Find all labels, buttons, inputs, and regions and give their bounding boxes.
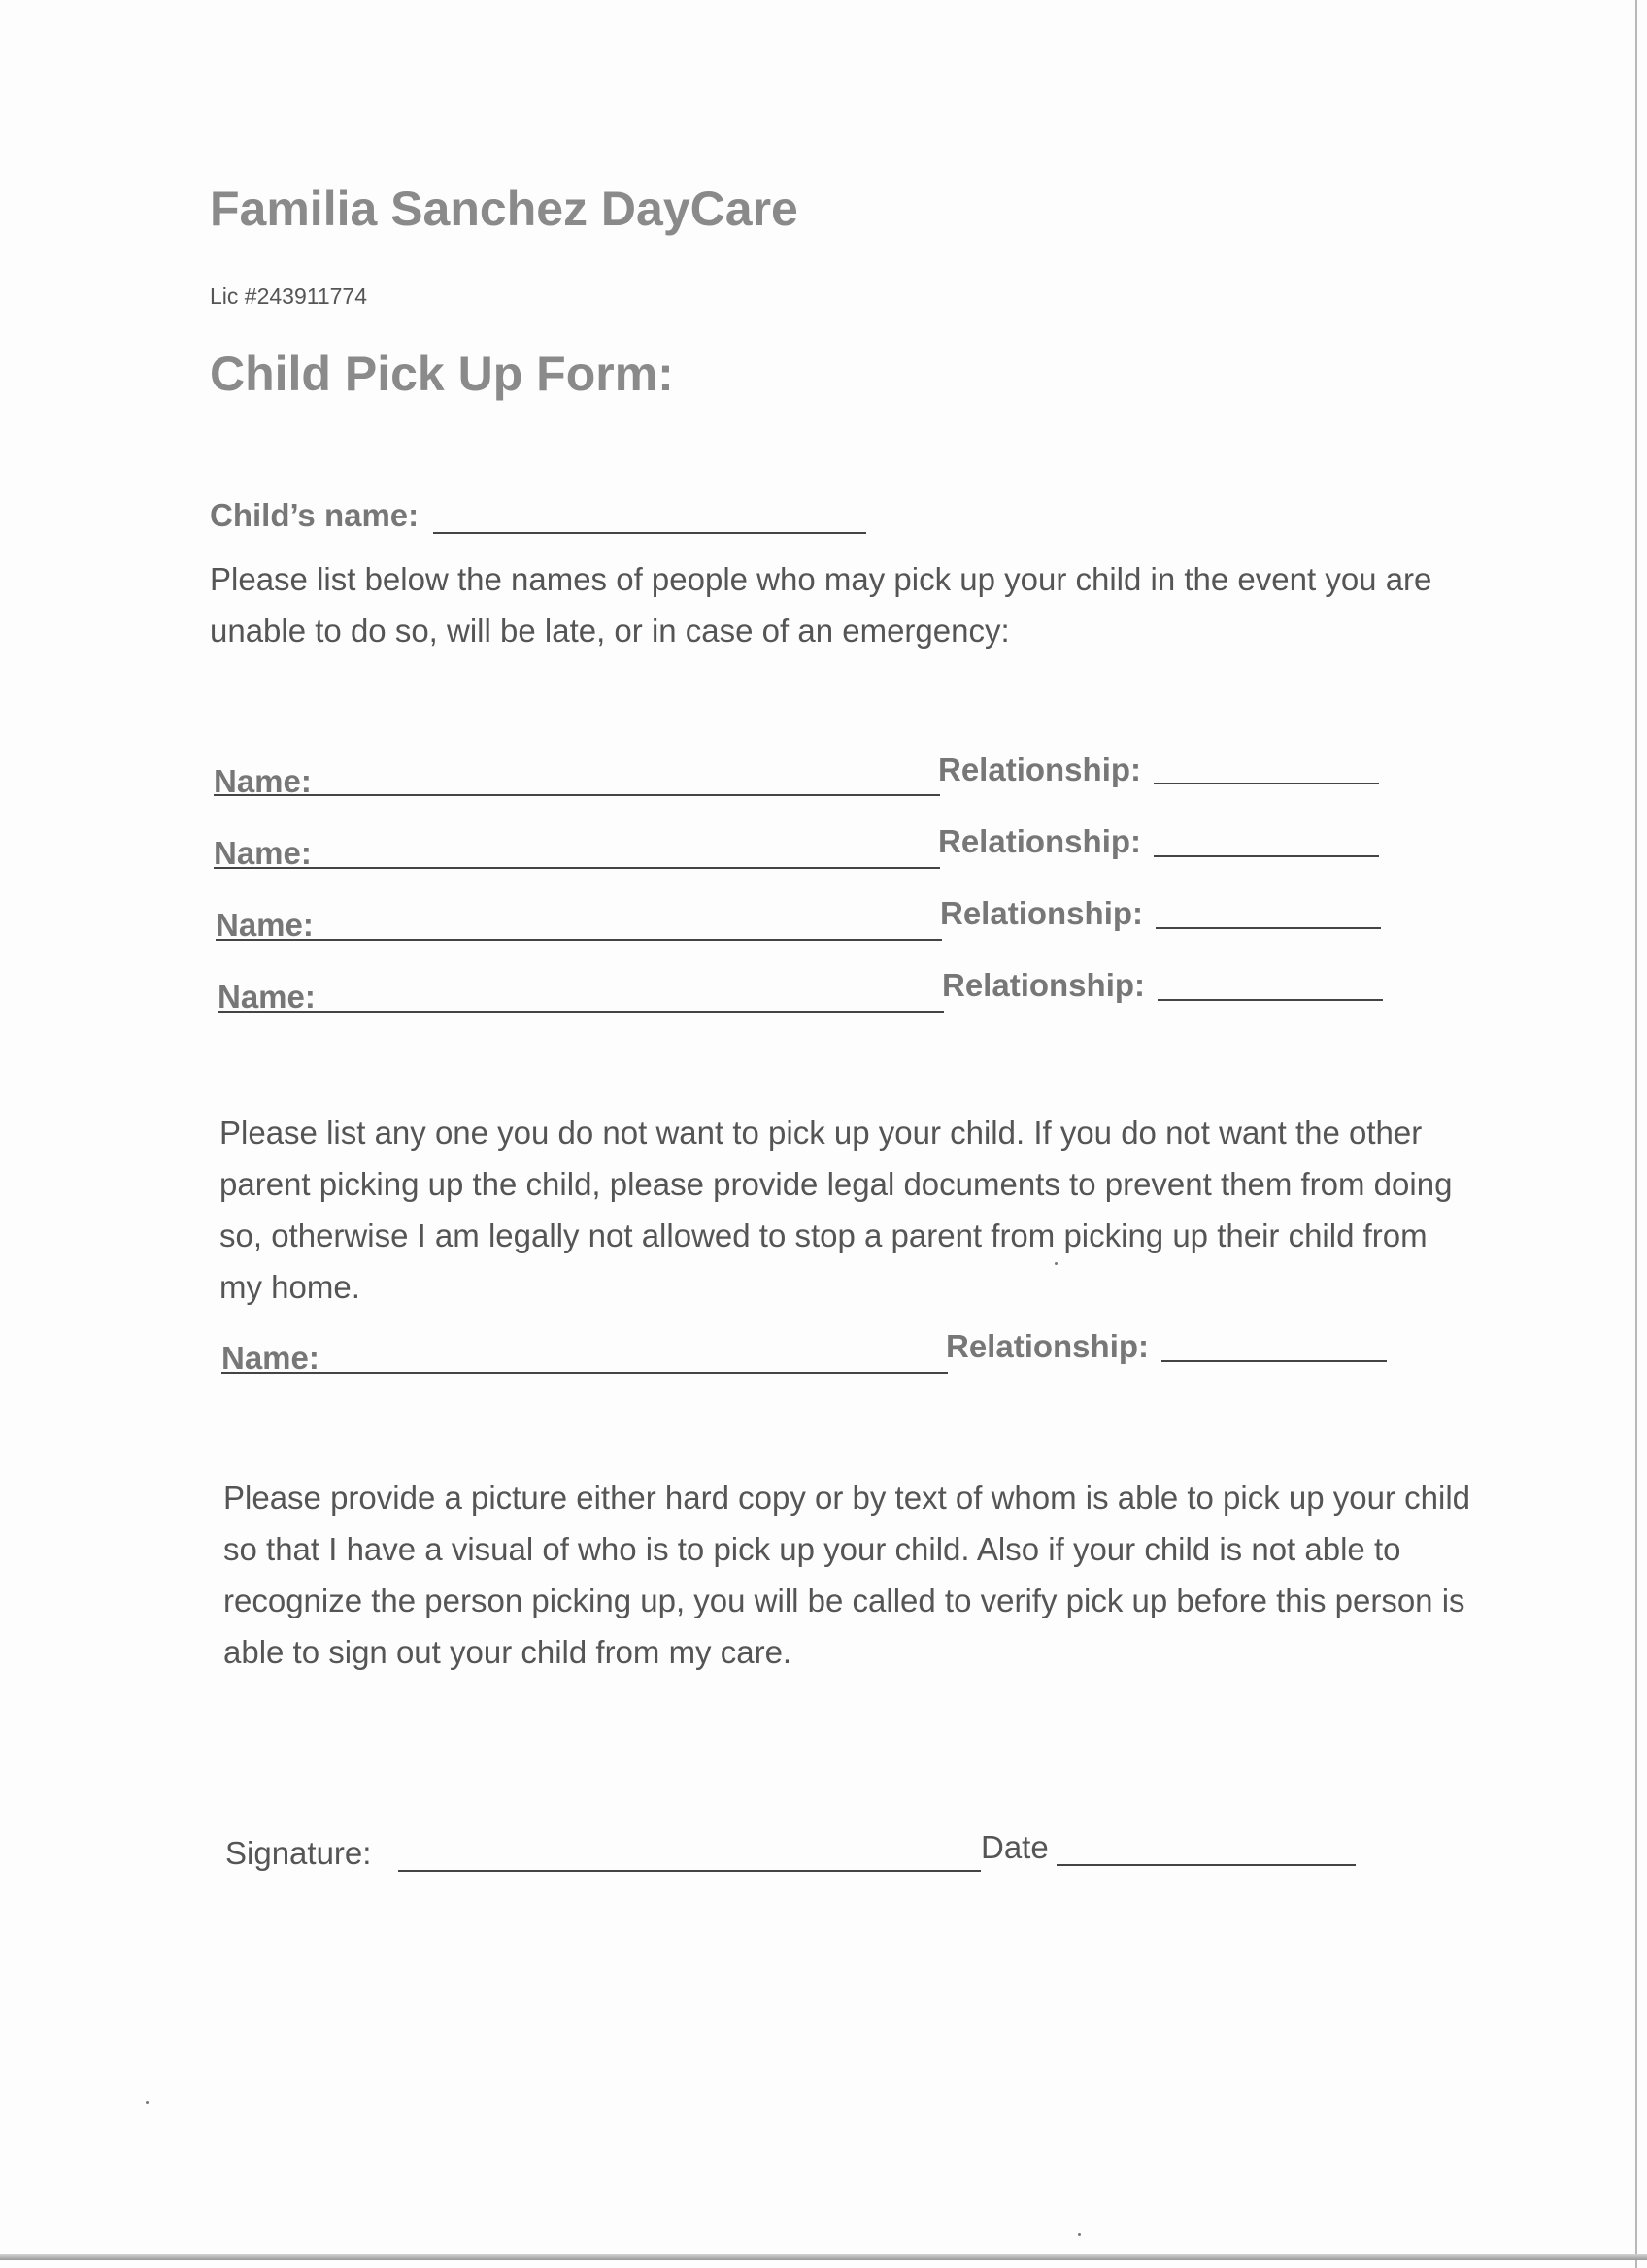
intro-text: Please list below the names of people who may pick up your child in the event you are unable to do so, will be late, or in case of an emergency: — [210, 561, 1432, 649]
authorized-name-field-4[interactable] — [218, 1011, 944, 1013]
authorized-relationship-label-1: Relationship: — [938, 751, 1142, 787]
date-field[interactable] — [1057, 1864, 1356, 1866]
authorized-relationship-field-2[interactable] — [1154, 855, 1379, 857]
restricted-text: Please list any one you do not want to pick up your child. If you do not want the other parent picking up the child, please provide legal documents to prevent them from doing so, otherwise I am legally not allowed to stop a parent from picking up their child from my home. — [219, 1115, 1453, 1305]
license-number: Lic #243911774 — [210, 284, 367, 309]
authorized-name-field-2[interactable] — [214, 867, 940, 869]
business-name: Familia Sanchez DayCare — [210, 182, 798, 236]
scan-speck — [1055, 1262, 1058, 1265]
date-label: Date — [981, 1829, 1049, 1865]
restricted-relationship-label: Relationship: — [946, 1328, 1150, 1364]
picture-text: Please provide a picture either hard copy or by text of whom is able to pick up your child so that I have a visual of who is to pick up your child. Also if your child is not able to recognize the person picking up, you will be called to verify pick up before this person is able to sign out your child from my care. — [223, 1480, 1471, 1670]
authorized-name-field-1[interactable] — [214, 794, 940, 796]
authorized-name-label-2: Name: — [214, 835, 312, 871]
restricted-name-label: Name: — [221, 1340, 319, 1376]
scan-speck — [1078, 2233, 1081, 2236]
signature-field[interactable] — [398, 1870, 981, 1872]
restricted-name-field[interactable] — [221, 1372, 948, 1374]
restricted-relationship-field[interactable] — [1161, 1360, 1387, 1362]
authorized-name-label-4: Name: — [218, 979, 316, 1015]
authorized-relationship-label-3: Relationship: — [940, 895, 1144, 931]
authorized-name-label-3: Name: — [216, 907, 314, 943]
child-name-label: Child’s name: — [210, 497, 420, 533]
page-right-edge — [1635, 0, 1637, 2268]
authorized-relationship-field-1[interactable] — [1154, 783, 1379, 784]
authorized-name-label-1: Name: — [214, 763, 312, 799]
form-title: Child Pick Up Form: — [210, 347, 674, 401]
authorized-relationship-field-3[interactable] — [1156, 927, 1381, 929]
signature-label: Signature: — [225, 1835, 372, 1871]
page-bottom-edge — [0, 2254, 1647, 2260]
authorized-name-field-3[interactable] — [216, 939, 942, 941]
child-name-field[interactable] — [433, 532, 866, 534]
authorized-relationship-field-4[interactable] — [1158, 999, 1383, 1001]
authorized-relationship-label-4: Relationship: — [942, 967, 1146, 1003]
scan-speck — [146, 2101, 149, 2104]
authorized-relationship-label-2: Relationship: — [938, 823, 1142, 859]
